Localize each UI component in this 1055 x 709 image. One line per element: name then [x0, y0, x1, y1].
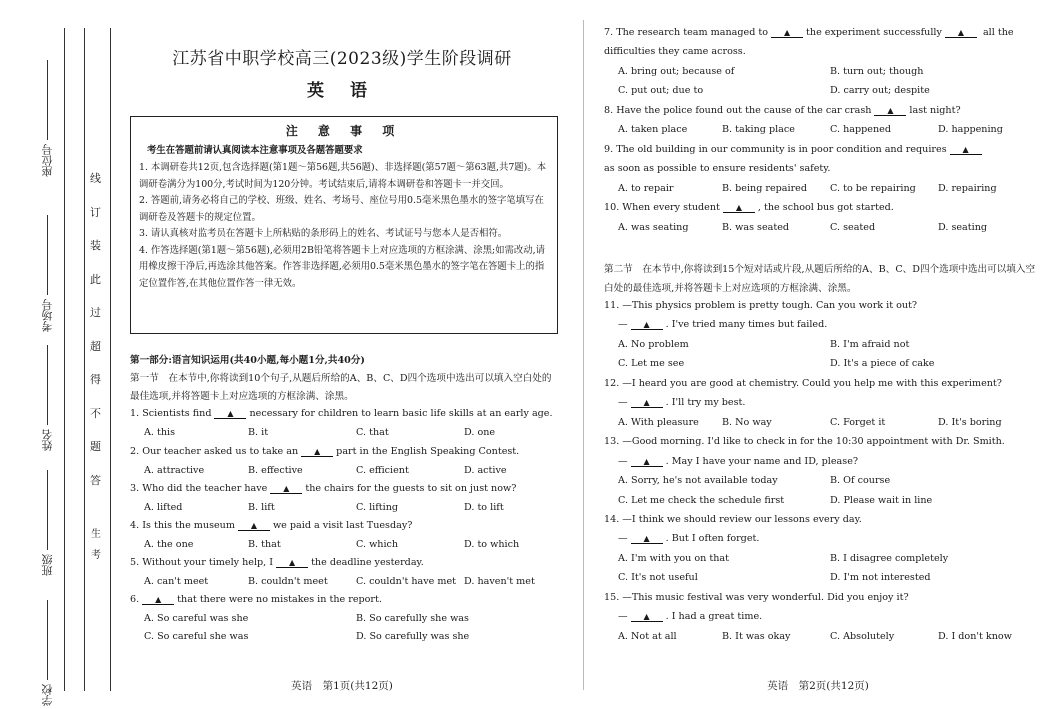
dialog-answer-14: —▲ . But I often forget.: [618, 533, 759, 544]
dialog-answer-13: —▲ . May I have your name and ID, please?: [618, 456, 858, 467]
warning-char: 订: [90, 205, 101, 219]
option: B. So carefully she was: [356, 613, 469, 624]
exam-no-field[interactable]: [40, 215, 56, 332]
options-11b: [618, 358, 934, 369]
warning-char: 不: [90, 406, 101, 420]
options-8: [618, 124, 1003, 135]
page-divider: [583, 20, 584, 690]
question-6: [130, 594, 382, 605]
answer-blank[interactable]: [142, 595, 174, 605]
question-12: 12. —I heard you are good at chemistry. Could you help me with this experiment?: [604, 378, 1002, 389]
option: D. I'm not interested: [830, 572, 931, 583]
options-6a: [144, 613, 469, 624]
answer-blank[interactable]: [631, 457, 663, 467]
question-text: 6.: [130, 594, 140, 605]
option: B. that: [248, 539, 281, 550]
option: C. happened: [830, 124, 891, 135]
option: D. haven't met: [464, 576, 535, 587]
option: B. I disagree completely: [830, 553, 949, 564]
question-text: 8. Have the police found out the cause of the car crash: [604, 105, 872, 116]
option: A. taken place: [618, 124, 688, 135]
question-text: 2. Our teacher asked us to take an: [130, 446, 299, 457]
question-text: , the school bus got started.: [757, 202, 894, 213]
page-footer: 英语 第1页(共12页): [291, 680, 393, 692]
answer-blank[interactable]: [950, 145, 982, 155]
option: B. turn out; though: [830, 66, 924, 77]
answer-blank[interactable]: [771, 28, 803, 38]
notice-item: 1. 本调研卷共12页,包含选择题(第1题～第56题,共56题)、非选择题(第57题～第63题,共7题)。本调研卷满分为100分,考试时间为120分钟。考试结束后,请将本调研卷和答题卡一并交回。: [139, 162, 547, 190]
section-instructions: 第一节 在本节中,你将读到10个句子,从题后所给的A、B、C、D四个选项中选出可以填入空白处的最佳选项,并将答题卡上对应选项的方框涂满、涂黑。: [130, 373, 552, 402]
option: C. Let me check the schedule first: [618, 495, 785, 506]
notice-title: 注 意 事 项: [285, 124, 403, 138]
options-6b: [144, 631, 469, 642]
answer-blank[interactable]: [631, 320, 663, 330]
seat-field[interactable]: [40, 60, 56, 177]
option: D. So carefully was she: [356, 631, 470, 642]
class-label: 班级: [41, 554, 54, 576]
examinee-char: 生: [91, 529, 101, 540]
option: B. Of course: [830, 475, 891, 486]
option: D. I don't know: [938, 631, 1012, 642]
seat-label: 座位号: [41, 144, 54, 177]
warning-char: 得: [90, 373, 101, 386]
question-text: that there were no mistakes in the report.: [177, 594, 382, 605]
option: B. being repaired: [722, 183, 808, 194]
options-3: [144, 502, 504, 513]
options-10: [618, 222, 987, 233]
question-text: 4. Is this the museum: [130, 520, 235, 531]
question-text: 5. Without your timely help, I: [130, 557, 274, 568]
option: B. it: [248, 427, 269, 438]
question-text: 3. Who did the teacher have: [130, 483, 268, 494]
page-footer: 英语 第2页(共12页): [767, 680, 869, 692]
options-1: [144, 427, 495, 438]
option: B. I'm afraid not: [830, 339, 910, 350]
option: D. one: [464, 427, 496, 438]
option: B. No way: [722, 417, 772, 428]
answer-blank[interactable]: [270, 484, 302, 494]
question-1: [130, 408, 553, 419]
question-13: 13. —Good morning. I'd like to check in for the 10:30 appointment with Dr. Smith.: [604, 436, 1005, 447]
notice-item: 4. 作答选择题(第1题～第56题),必须用2B铅笔将答题卡上对应选项的方框涂满、涂黑;如需改动,请用橡皮擦干净后,再选涂其他答案。作答非选择题,必须用0.5毫米黑色墨水的签字笔在答题卡上的指定位置作答,在其他位置作答一律无效。: [139, 244, 545, 289]
options-7b: [618, 85, 930, 96]
option: B. was seated: [722, 222, 790, 233]
options-12: [618, 417, 1002, 428]
option: A. Not at all: [618, 631, 677, 642]
section2-instructions: 第二节 在本节中,你将读到15个短对话或片段,从题后所给的A、B、C、D四个选项中选出可以填入空白处的最佳选项,并将答题卡上对应选项的方框涂满、涂黑。: [604, 264, 1036, 294]
question-3: [130, 483, 516, 494]
option: A. I'm with you on that: [618, 553, 730, 564]
option: A. With pleasure: [618, 417, 699, 428]
option: A. attractive: [144, 465, 205, 476]
question-text: 10. When every student: [604, 202, 720, 213]
question-text: the deadline yesterday.: [311, 557, 424, 568]
warning-char: 线: [90, 172, 101, 185]
option: D. to lift: [464, 502, 504, 513]
question-8: [604, 105, 961, 116]
option: B. couldn't meet: [248, 576, 328, 587]
option: A. So careful was she: [144, 613, 249, 624]
answer-text: I've tried many times but failed.: [671, 319, 828, 330]
option: C. Absolutely: [830, 631, 895, 642]
answer-text: I'll try my best.: [671, 397, 746, 408]
option: B. It was okay: [722, 631, 791, 642]
binding-line-outer: [64, 28, 65, 691]
answer-text: I had a great time.: [671, 611, 763, 622]
name-field[interactable]: [40, 345, 56, 451]
option: A. was seating: [618, 222, 689, 233]
option: D. seating: [938, 222, 988, 233]
page-1: [122, 0, 562, 709]
answer-text: May I have your name and ID, please?: [671, 456, 859, 467]
answer-blank[interactable]: [276, 558, 308, 568]
question-text: 9. The old building in our community is in poor condition and requires: [604, 144, 947, 155]
option: A. No problem: [618, 339, 689, 350]
answer-blank[interactable]: [945, 28, 977, 38]
notice-box: [130, 116, 558, 334]
question-text: all the: [979, 27, 1014, 38]
warning-char: 此: [90, 272, 101, 286]
warning-char: 过: [90, 306, 101, 319]
question-9: [604, 144, 985, 155]
exam-subject: 英 语: [307, 81, 377, 101]
option: D. It's a piece of cake: [830, 358, 935, 369]
answer-blank[interactable]: [631, 398, 663, 408]
answer-blank[interactable]: [301, 447, 333, 457]
question-text: 1. Scientists find: [130, 408, 212, 419]
option: D. Please wait in line: [830, 495, 933, 506]
option: C. Let me see: [618, 358, 685, 369]
options-14a: [618, 553, 948, 564]
option: A. lifted: [144, 502, 183, 513]
option: C. which: [356, 539, 399, 550]
answer-blank[interactable]: [631, 612, 663, 622]
question-text: we paid a visit last Tuesday?: [272, 520, 413, 531]
notice-heading: 考生在答题前请认真阅读本注意事项及各题答题要求: [147, 144, 363, 156]
page-2: [598, 0, 1038, 709]
option: B. taking place: [722, 124, 795, 135]
answer-text: But I often forget.: [671, 533, 760, 544]
warning-char: 答: [90, 473, 101, 487]
option: C. to be repairing: [830, 183, 916, 194]
question-text: the chairs for the guests to sit on just now?: [305, 483, 517, 494]
option: D. to which: [464, 539, 520, 550]
school-field[interactable]: [40, 600, 56, 706]
options-4: [144, 539, 519, 550]
notice-item: 2. 答题前,请务必将自己的学校、班级、姓名、考场号、座位号用0.5毫米黑色墨水的签字笔填写在调研卷及答题卡的规定位置。: [139, 195, 544, 223]
option: A. to repair: [618, 183, 674, 194]
option: A. this: [144, 427, 176, 438]
option: A. the one: [144, 539, 194, 550]
binding-margin: [0, 0, 115, 709]
option: C. efficient: [356, 465, 409, 476]
part-heading: 第一部分:语言知识运用(共40小题,每小题1分,共40分): [130, 355, 365, 366]
binding-warning: [90, 170, 101, 488]
question-5: [130, 557, 424, 568]
dialog-answer-11: —▲ . I've tried many times but failed.: [618, 319, 827, 330]
option: D. repairing: [938, 183, 997, 194]
option: C. It's not useful: [618, 572, 698, 583]
question-text: part in the English Speaking Contest.: [336, 446, 520, 457]
option: B. effective: [248, 465, 303, 476]
question-11: 11. —This physics problem is pretty tough. Can you work it out?: [604, 300, 918, 311]
exam-title: 江苏省中职学校高三(2023级)学生阶段调研: [172, 49, 512, 69]
options-2: [144, 465, 507, 476]
question-2: [130, 446, 519, 457]
options-14b: [618, 572, 931, 583]
question-text: the experiment successfully: [806, 27, 942, 38]
name-label: 姓名: [41, 429, 54, 451]
examinee-char: 考: [91, 550, 101, 561]
examinee-mark: [91, 525, 101, 561]
options-9: [618, 183, 997, 194]
option: A. Sorry, he's not available today: [618, 475, 778, 486]
option: C. seated: [830, 222, 876, 233]
answer-blank[interactable]: [723, 203, 755, 213]
question-7-cont: difficulties they came across.: [604, 46, 746, 57]
option: D. happening: [938, 124, 1003, 135]
question-text: necessary for children to learn basic life skills at an early age.: [249, 408, 553, 419]
question-7: [604, 27, 1014, 38]
warning-char: 超: [90, 339, 101, 353]
binding-line-inner: [110, 28, 111, 691]
answer-blank[interactable]: [874, 106, 906, 116]
question-4: [130, 520, 412, 531]
dialog-answer-15: —▲ . I had a great time.: [618, 611, 762, 622]
question-text: last night?: [909, 105, 961, 116]
warning-char: 装: [90, 239, 101, 252]
class-field[interactable]: [40, 470, 56, 576]
option: A. bring out; because of: [618, 66, 735, 77]
options-5: [144, 576, 535, 587]
options-13a: [618, 475, 890, 486]
question-15: 15. —This music festival was very wonderful. Did you enjoy it?: [604, 592, 909, 603]
options-11a: [618, 339, 909, 350]
options-15: [618, 631, 1012, 642]
option: C. couldn't have met: [356, 576, 457, 587]
question-text: 7. The research team managed to: [604, 27, 769, 38]
option: C. lifting: [356, 502, 399, 513]
exam-no-label: 考场号: [41, 299, 54, 332]
school-label: 学校: [41, 684, 54, 706]
question-10: [604, 202, 894, 213]
option: D. It's boring: [938, 417, 1002, 428]
notice-item: 3. 请认真核对监考员在答题卡上所粘贴的条形码上的姓名、考试证号与您本人是否相符。: [139, 228, 508, 239]
option: C. put out; due to: [618, 85, 704, 96]
option: C. Forget it: [830, 417, 886, 428]
option: D. active: [464, 465, 507, 476]
warning-char: 题: [90, 440, 101, 453]
option: B. lift: [248, 502, 275, 513]
binding-line-mid: [84, 28, 85, 691]
answer-blank[interactable]: [214, 409, 246, 419]
question-14: 14. —I think we should review our lessons every day.: [604, 514, 862, 525]
option: A. can't meet: [144, 576, 209, 587]
answer-blank[interactable]: [238, 521, 270, 531]
dialog-answer-12: —▲ . I'll try my best.: [618, 397, 745, 408]
options-7a: [618, 66, 923, 77]
option: C. So careful she was: [144, 631, 249, 642]
option: D. carry out; despite: [830, 85, 930, 96]
question-9-cont: as soon as possible to ensure residents' safety.: [604, 163, 831, 174]
options-13b: [618, 495, 932, 506]
answer-blank[interactable]: [631, 534, 663, 544]
option: C. that: [356, 427, 389, 438]
